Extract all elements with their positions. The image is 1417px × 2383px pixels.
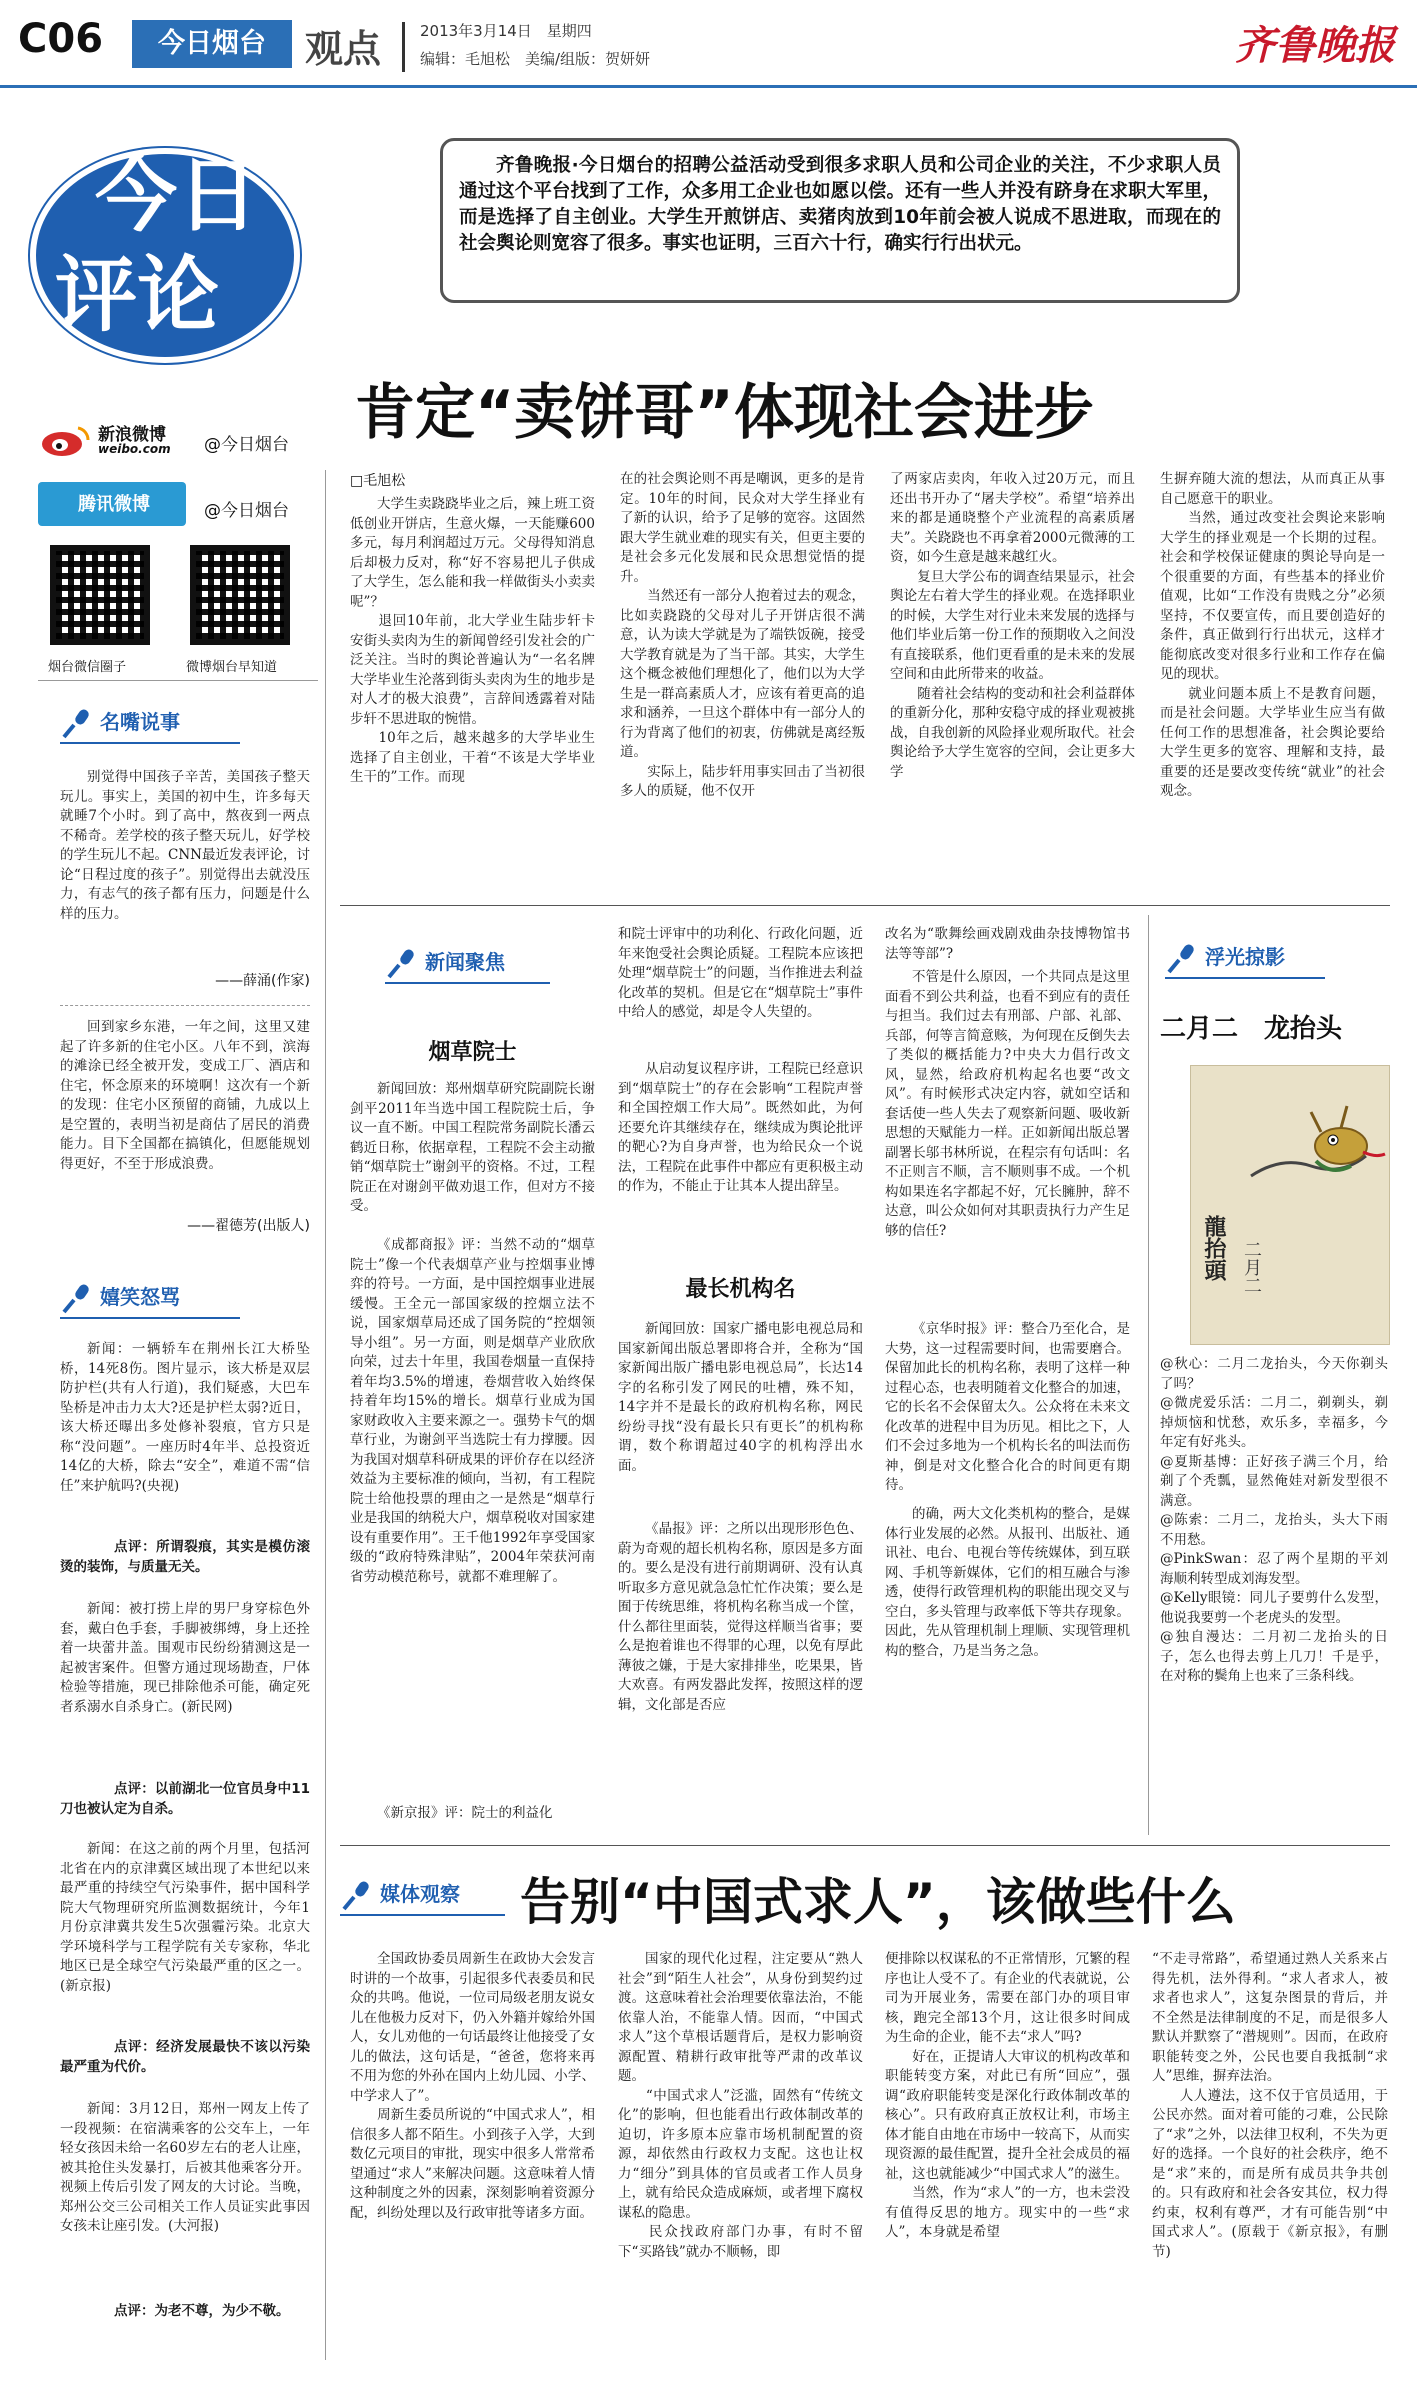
satire-news1: 新闻：一辆轿车在荆州长江大桥坠桥，14死8伤。图片显示，该大桥是双层防护栏(共有人行道)，我们疑惑，大巴车坠桥是冲击力太大?还是护栏太弱?近日，该大桥还曝出多处修补裂痕，官方只是称“没问题”。一座历时4年半、总投资近14亿的大桥，除去“安全”，难道不需“信任”来护航吗?(央视) <box>60 1341 310 1494</box>
main-col3: 了两家店卖肉，年收入过20万元，而且还出书开办了“屠夫学校”。希望“培养出来的都是通晓整个产业流程的高素质屠夫”。关跷跷也不再拿着2000元微薄的工资，如今生意是越来越红火。 复旦大学公布的调查结果显示，社会舆论左右着大学生的择业观。在选择职业的时候，大学生对行业未来发展的选择与他们毕业后第一份工作的预期收入之间没有直接联系，他们更看重的是未来的发展空间和由此所带来的收益。 随着社会结构的变动和社会利益群体的重新分化，那种安稳守成的择业观被挑战，自我创新的风险择业观所取代。社会舆论给予大学生宽容的空间，会让更多大学 <box>890 471 1135 780</box>
sidebar-rule <box>325 470 326 2360</box>
painting-calligraphy: 龍抬頭 <box>1201 1215 1227 1281</box>
subhead-tobacco: 烟草院士 <box>428 1040 517 1065</box>
snapshot-posts <box>1160 1355 1388 1825</box>
weibo-post: @PinkSwan：忍了两个星期的平刘海顺利转型成刘海发型。 <box>1160 1551 1388 1587</box>
dragon-painting <box>1190 1065 1390 1345</box>
sina-weibo-logo <box>38 422 94 458</box>
sina-weibo-name: 新浪微博 <box>98 425 166 445</box>
media-headline: 告别“中国式求人”，该做些什么 <box>520 1873 1236 1931</box>
tobacco-comment: 《成都商报》评：当然不动的“烟草院士”像一个代表烟草产业与控烟事业博弈的符号。一方面，是中国控烟事业进展缓慢。王全元一部国家级的控烟立法不说，国家烟草局还成了国务院的“控烟领导小组”。另一方面，则是烟草产业欣欣向荣，过去十年里，我国卷烟量一直保持着年均3.5%的增速，卷烟营收入始终保持着年均15%的增长。烟草行业成为国家财政收入主要来源之一。强势卡气的烟草行业，为谢剑平当选院士有力撑腰。因为我国对烟草科研成果的评价存在以经济效益为主要标准的倾向，当初，有工程院院士给他投票的理由之一是然是“烟草行业是我国的纳税大户，烟草税收对国家建设有重要作用”。王千他1992年享受国家级的“政府特殊津贴”，2004年荣获河南省劳动模范称号，就都不难理解了。 <box>350 1237 595 1585</box>
sidebar-divider <box>38 680 318 681</box>
weibo-post: @Kelly眼镜：同儿子要剪什么发型，他说我要剪一个老虎头的发型。 <box>1160 1590 1388 1626</box>
long-name-comment1-cont: 改名为“歌舞绘画戏剧戏曲杂技博物馆书法等等部”? <box>885 926 1130 962</box>
satire-comment3: 点评：经济发展最快不该以污染最严重为代价。 <box>60 2039 310 2075</box>
main-col1: 大学生卖跷跷毕业之后，辣上班工资低创业开饼店，生意火爆，一天能赚600多元，每月利润超过万元。父母得知消息后却极力反对，称“好不容易把儿子供成了大学生，怎么能和我一样做街头小卖卖呢”？ 退回10年前，北大学业生陆步轩卡安街头卖肉为生的新闻曾经引发社会的广泛关注。当时的舆论普遍认为“一名名牌大学毕业生沦落到街头卖肉为生的地步是对人才的极大浪费”，言辞间透露着对陆步轩不思进取的惋惜。 10年之后，越来越多的大学毕业生选择了自主创业，干着“不该是大学毕业生干的”工作。而现 <box>350 496 595 785</box>
main-author: □毛旭松 <box>350 473 406 489</box>
satire-comment2: 点评：以前湖北一位官员身中11刀也被认定为自杀。 <box>60 1781 310 1817</box>
tag1-sign1: ——薛涌(作家) <box>215 973 310 989</box>
tag-news-focus <box>385 940 550 984</box>
long-name-comment1: 《晶报》评：之所以出现形形色色、蔚为奇观的超长机构名称，原因是多方面的。要么是没有进行前期调研、没有认真听取多方意见就急急忙忙作决策；要么是囿于传统思维，将机构名称当成一个筐，什么都往里面装，觉得这样顺当省事；要么是抱着谁也不得罪的心理，以免有厚此薄彼之嫌，于是大家排排坐，吃果果，皆大欢喜。有两发器此发挥，按照这样的逻辑，文化部是否应 <box>618 1521 863 1713</box>
tag1-label: 名嘴说事 <box>100 710 180 734</box>
qr1-caption: 烟台微信圈子 <box>48 660 127 675</box>
tobacco-comment2-start: 《新京报》评：院士的利益化 <box>377 1805 553 1821</box>
qr-code-1[interactable] <box>50 545 150 645</box>
satire-comment1: 点评：所谓裂痕，其实是模仿滚烫的装饰，与质量无关。 <box>60 1539 310 1575</box>
weibo-post: @独自漫达：二月初二龙抬头的日子，怎么也得去剪上几刀！千是乎，在对称的鬓角上也来了三条科线。 <box>1160 1629 1388 1684</box>
media-top-rule <box>340 1845 1390 1846</box>
main-bottom-rule <box>340 905 1390 906</box>
media-col3: 便排除以权谋私的不正常情形，冗繁的程序也让人受不了。有企业的代表就说，公司为开展业务，需要在部门办的项目审核，跑完全部13个月，这让很多时间成为生命的企业，能不去“求人”吗? 好在，正提请人大审议的机构改革和职能转变方案，对此已有所“回应”，强调“政府职能转变是深化行政体制改革的核心”。只有政府真正放权让利，市场主体才能自由地在市场中一较高下，从而实现资源的最佳配置，提升全社会成员的福祉，这也就能减少“中国式求人”的滋生。 当然，作为“求人”的一方，也未尝没有值得反思的地方。现实中的一些“求人”，本身就是希望 <box>885 1951 1130 2240</box>
tobacco-comment2-cont: 和院士评审中的功利化、行政化问题，近年来饱受社会舆论质疑。工程院本应该把处理“烟草院士”的问题，当作推进去利益化改革的契机。但是它在“烟草院士”事件中给人的感觉，却是令人失望的。 <box>618 926 863 1020</box>
page-number: C06 <box>18 16 104 62</box>
long-name-news: 新闻回放：国家广播电影电视总局和国家新闻出版总署即将合并，全称为“国家新闻出版广播电影电视总局”，长达14字的名称引发了网民的吐槽，殊不知，14字并不是最长的政府机构名称，网民纷纷寻找“没有最长只有更长”的机构称谓，数个称谓超过40字的机构浮出水面。 <box>618 1321 863 1474</box>
tag2-label: 嬉笑怒骂 <box>100 1285 180 1309</box>
editor-line: 编辑：毛旭松 美编/组版：贺妍妍 <box>420 50 651 68</box>
satire-news3: 新闻：在这之前的两个月里，包括河北省在内的京津冀区域出现了本世纪以来最严重的持续空气污染事件，据中国科学院大气物理研究所监测数据统计，今年1月份京津冀共发生5次强霾污染。北京大学环境科学与工程学院有关专家称，华北地区已是全球空气污染最严重的区之一。(新京报) <box>60 1841 310 1994</box>
newspaper-logo: 齐鲁晚报 <box>1235 22 1395 69</box>
tag1-sign2: ——翟德芳(出版人) <box>187 1218 310 1234</box>
tobacco-news: 新闻回放：郑州烟草研究院副院长谢剑平2011年当选中国工程院院士后，争议一直不断。中国工程院常务副院长潘云鹤近日称，依据章程，工程院不会主动撤销“烟草院士”谢剑平的资格。不过，工程院正在对谢剑平做劝退工作，但对方不接受。 <box>350 1081 595 1214</box>
media-watch-label: 媒体观察 <box>380 1882 460 1906</box>
microphone-icon <box>60 707 94 741</box>
tencent-handle: @今日烟台 <box>204 501 289 521</box>
dashed-divider <box>60 1005 310 1006</box>
snapshot-label: 浮光掠影 <box>1205 945 1285 969</box>
satire-comment4: 点评：为老不尊，为少不敬。 <box>114 2303 290 2319</box>
weibo-post: @夏斯基博：正好孩子满三个月，给剃了个秃瓢，显然俺娃对新发型很不满意。 <box>1160 1453 1388 1509</box>
bubble-line2: 评论 <box>55 248 220 343</box>
satire-news2: 新闻：被打捞上岸的男尸身穿棕色外套，戴白色手套，手脚被绑缚，身上还拴着一块蕾井盖。围观市民纷纷猜测这是一起被害案件。但警方通过现场勘查，尸体检验等措施，现已排除他杀可能，确定死者系溺水自杀身亡。(新民网) <box>60 1601 310 1715</box>
microphone-icon <box>60 1282 94 1316</box>
subhead-long-name: 最长机构名 <box>685 1277 796 1302</box>
section-box: 今日烟台 <box>132 20 292 68</box>
long-name-comment3: 《京华时报》评：整合乃至化合，是大势，这一过程需要时间，也需要磨合。保留加此长的机构名称，表明了这样一种过程心态，也表明随着文化整合的加速，它的长名不会保留太久。公众将在未来文化改革的进程中目为历见。相比之下，人们不会过多地为一个机构长名的叫法而伤神，倒是对文化整合化合的时间更有期待。 <box>885 1321 1130 1493</box>
long-name-comment4: 的确，两大文化类机构的整合，是媒体行业发展的必然。从报刊、出版社、通讯社、电台、电视台等传统媒体，到互联网、手机等新媒体，它们的相互融合与渗透，使得行政管理机构的职能出现交叉与空白，多头管理与政率低下等共存现象。因此，先从管理机制上理顺、实现管理机构的整合，乃是当务之急。 <box>885 1506 1130 1659</box>
long-name-comment2: 不管是什么原因，一个共同点是这里面看不到公共利益，也看不到应有的责任与担当。我们过去有刑部、户部、礼部、兵部，何等言简意赅，为何现在反倒失去了类似的概括能力?中央大力倡行改文风，显然，给政府机构起名也要“改文风”。有时候形式决定内容，就如空话和套话使一些人失去了观察新问题、吸收新思想的天赋能力一样。正如新闻出版总署副署长邬书林所说，在程宗有句话叫：名不正则言不顺，言不顺则事不成。一个机构如果连名字都起不好，冗长臃肿，辞不达意，叫公众如何对其职责执行力产生足够的信任? <box>885 969 1130 1239</box>
tag-snapshot <box>1165 935 1325 979</box>
media-col1: 全国政协委员周新生在政协大会发言时讲的一个故事，引起很多代表委员和民众的共鸣。他说，一位司局级老朋友说女儿在他极力反对下，仍入外籍并嫁给外国人，女儿劝他的一句话最终让他接受了女儿的做法，这句话是，“爸爸，您将来再不用为您的外孙在国内上幼儿园、小学、中学求人了”。 周新生委员所说的“中国式求人”，相信很多人都不陌生。小到孩子入学，大到数亿元项目的审批，现实中很多人常常希望通过“求人”来解决问题。这意味着人情这种制度之外的因素，深刻影响着资源分配，纠纷处理以及行政审批等诸多方面。 <box>350 1951 595 2221</box>
tencent-weibo-name: 腾讯微博 <box>78 494 150 515</box>
tag1-para2: 回到家乡东港，一年之间，这里又建起了许多新的住宅小区。八年不到，滨海的滩涂已经全被开发，变成工厂、酒店和住宅，怀念原来的环境啊！这次有一个新的发现：住宅小区预留的商铺，九成以上是空置的，表明当初是商估了居民的消费能力。目下全国都在搞镇化，但愿能规划得更好，不至于形成浪费。 <box>60 1019 310 1172</box>
main-col4: 生摒弃随大流的想法，从而真正从事自己愿意干的职业。 当然，通过改变社会舆论来影响大学生的择业观是一个长期的过程。社会和学校保证健康的舆论导向是一个很重要的方面，有些基本的择业价值观，比如“工作没有贵贱之分”必须坚持，不仅要宣传，而且要创造好的条件，真正做到行行出状元，这样才能彻底改变对很多行业和工作存在偏见的现状。 就业问题本质上不是教育问题，而是社会问题。大学毕业生应当有做任何工作的思想准备，社会舆论要给大学生更多的宽容、理解和支持，最重要的还是要改变传统“就业”的社会观念。 <box>1160 471 1385 799</box>
tag-famous-commentary <box>60 700 240 744</box>
main-headline: 肯定“卖饼哥”体现社会进步 <box>355 378 1094 448</box>
media-col2: 国家的现代化过程，注定要从“熟人社会”到“陌生人社会”，从身份到契约过渡。这意味着社会治理要依靠法治，不能依靠人治，不能靠人情。因而，“中国式求人”这个草根话题背后，是权力影响资源配置、精耕行政审批等严肃的改革议题。 “中国式求人”泛滥，固然有“传统文化”的影响，但也能看出行政体制改革的迫切，许多原本应靠市场机制配置的资源，却依然由行政权力支配。这也让权力“细分”到具体的官员或者工作人员身上，就有给民众造成麻烦，或者埋下腐权谋私的隐患。 民众找政府部门办事，有时不留下“买路钱”就办不顺畅，即 <box>618 1951 863 2260</box>
weibo-post: @秋心：二月二龙抬头，今天你剃头了吗？ <box>1160 1356 1388 1392</box>
painting-calligraphy-2: 二月二 <box>1241 1240 1262 1294</box>
intro-box: 齐鲁晚报·今日烟台的招聘公益活动受到很多求职人员和公司企业的关注，不少求职人员通过这个平台找到了工作，众多用工企业也如愿以偿。还有一些人并没有跻身在求职大军里，而是选择了自主创业。大学生开煎饼店、卖猪肉放到10年前会被人说成不思进取，而现在的社会舆论则宽容了很多。事实也证明，三百六十行，确实行行出状元。 <box>440 138 1240 303</box>
tobacco-comment3: 从启动复议程序讲，工程院已经意识到“烟草院士”的存在会影响“工程院声誉和全国控烟工作大局”。既然如此，为何还要允许其继续存在，继续成为舆论批评的靶心?为自身声誉，也为给民众一个说法，工程院在此事件中都应有更积极主动的作为，不能止于让其本人提出辞呈。 <box>618 1061 863 1194</box>
sina-handle: @今日烟台 <box>204 435 289 455</box>
snapshot-rule <box>1148 915 1149 1835</box>
snapshot-title: 二月二 龙抬头 <box>1160 1014 1343 1044</box>
tag-satire <box>60 1275 240 1319</box>
section-name: 观点 <box>305 27 382 71</box>
media-col4: “不走寻常路”，希望通过熟人关系来占得先机，法外得利。“求人者求人，被求者也求人”，这复杂图景的背后，并不全然是法律制度的不足，而是很多人默认并默察了“潜规则”。因而，在政府职能转变之外，公民也要自我抵制“求人”思维，摒弃法治。 人人遵法，这不仅于官员适用，于公民亦然。面对着可能的刁难，公民除了“求”之外，以法律卫权利，不失为更好的选择。一个良好的社会秩序，绝不是“求”来的，而是所有成员共争共创的。只有政府和社会各安其位，权力得约束，权利有尊严，才有可能告别“中国式求人”。(原载于《新京报》，有删节) <box>1152 1951 1388 2260</box>
satire-news4: 新闻：3月12日，郑州一网友上传了一段视频：在宿满乘客的公交车上，一年轻女孩因未给一名60岁左右的老人让座，被其抢住头发暴打，后被其他乘客分开。视频上传后引发了网友的大讨论。当晚，郑州公交三公司相关工作人员证实此事因女孩未让座引发。(大河报) <box>60 2101 310 2234</box>
qr2-caption: 微博烟台早知道 <box>186 660 278 675</box>
bubble-line1: 今日 <box>95 148 260 243</box>
sina-weibo-url: weibo.com <box>98 442 171 456</box>
weibo-post: @陈索：二月二，龙抬头，头大下雨不用愁。 <box>1160 1512 1388 1548</box>
microphone-icon <box>385 947 419 981</box>
tag-media-watch <box>340 1872 505 1916</box>
main-col2: 在的社会舆论则不再是嘲讽，更多的是肯定。10年的时间，民众对大学生择业有了新的认识，给予了足够的宽容。这固然跟大学生就业难的现实有关，但更主要的是社会多元化发展和民众思想觉悟的提升。 当然还有一部分人抱着过去的观念，比如卖跷跷的父母对儿子开饼店很不满意，认为读大学就是为了端铁饭碗，接受大学教育就是为了当干部。其实，大学生这个概念被他们理想化了，他们以为大学生是一群高素质人才，应该有着更高的追求和涵养，一旦这个群体中有一部分人的行为背离了他们的初衷，仿佛就是离经叛道。 实际上，陆步轩用事实回击了当初很多人的质疑，他不仅开 <box>620 471 865 799</box>
header-divider <box>402 22 405 72</box>
microphone-icon <box>1165 942 1199 976</box>
date-line: 2013年3月14日 星期四 <box>420 22 592 40</box>
microphone-icon <box>340 1879 374 1913</box>
news-focus-label: 新闻聚焦 <box>425 950 505 974</box>
tag1-para1: 别觉得中国孩子辛苦，美国孩子整天玩儿。事实上，美国的初中生，许多每天就睡7个小时。到了高中，熬夜到一两点不稀奇。差学校的孩子整天玩儿，好学校的学生玩儿不起。CNN最近发表评论，讨论“日程过度的孩子”。别觉得出去就没压力，有志气的孩子都有压力，问题是什么样的压力。 <box>60 769 310 922</box>
qr-code-2[interactable] <box>190 545 290 645</box>
weibo-post: @微虎爱乐活：二月二，剃剃头，剃掉烦恼和忧愁，欢乐多，幸福多，今年定有好兆头。 <box>1160 1395 1388 1450</box>
